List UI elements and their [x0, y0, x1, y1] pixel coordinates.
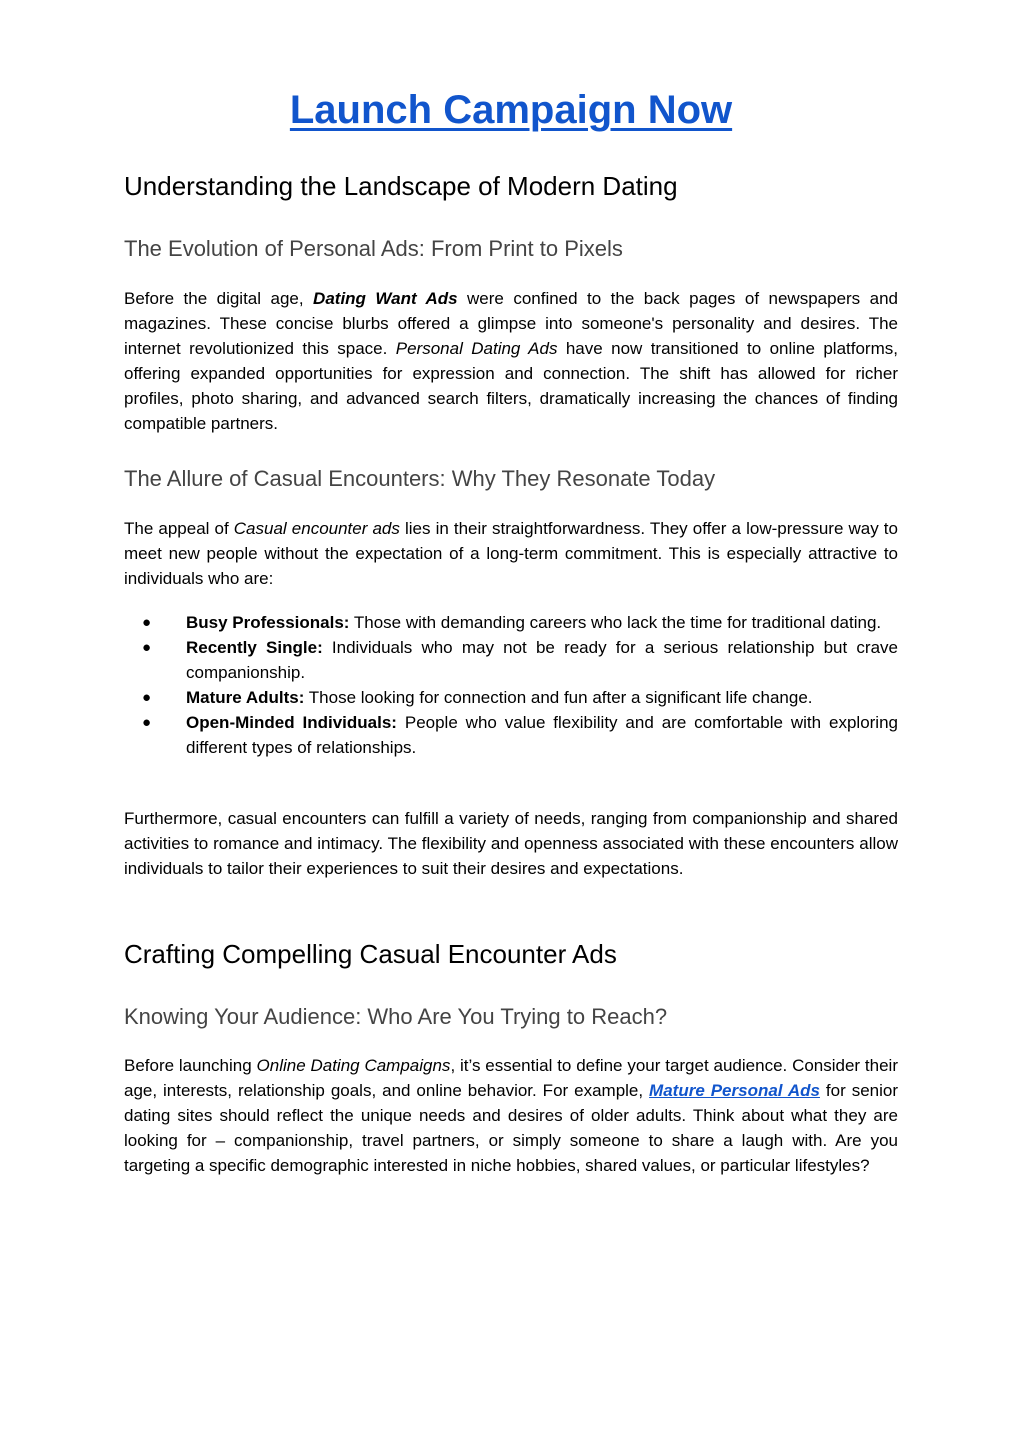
subheading-allure: The Allure of Casual Encounters: Why They Resonate Today	[124, 466, 716, 491]
bullet-text: Individuals who may not be ready for a serious relationship but crave companionship.	[186, 638, 898, 682]
launch-campaign-link[interactable]: Launch Campaign Now	[289, 88, 733, 132]
bullet-label: Open-Minded Individuals:	[186, 713, 397, 732]
paragraph-furthermore: Furthermore, casual encounters can fulfill a variety of needs, ranging from companionship and shared activities to romance and intimacy. The flexibility and openness associated with these encounters allow individuals to tailor their experiences to suit their desires and expectations.	[124, 809, 898, 878]
text-run: for senior dating sites should reflect the unique needs and desires of older adults. Think about what they are looking for – companionship, travel partners, or simply someone to share a laugh with. Are you targeting a specific demographic interested in niche hobbies, shared values, or particular lifestyles?	[124, 1081, 898, 1175]
bullet-label: Recently Single:	[186, 638, 323, 657]
page-title	[124, 84, 898, 136]
list-item	[124, 610, 898, 635]
emphasis-casual-encounter-ads: Casual encounter ads	[233, 519, 400, 538]
bullet-icon: ●	[142, 714, 152, 731]
bullet-text: Those with demanding careers who lack the time for traditional dating.	[349, 613, 882, 632]
audience-bullet-list	[124, 610, 898, 760]
list-item	[124, 710, 898, 760]
text-run: were confined to the back pages of newspapers and magazines. These concise blurbs offered a glimpse into someone's personality and desires. The internet revolutionized this space.	[124, 289, 898, 358]
bullet-icon: ●	[142, 639, 152, 656]
text-run: have now transitioned to online platforms, offering expanded opportunities for expression and connection. The shift has allowed for richer profiles, photo sharing, and advanced search filters, dramatically increasing the chances of finding compatible partners.	[124, 339, 898, 433]
section-heading-landscape: Understanding the Landscape of Modern Dating	[124, 171, 678, 201]
text-run: , it’s essential to define your target audience. Consider their age, interests, relationship goals, and online behavior. For example,	[124, 1056, 898, 1100]
subheading-evolution: The Evolution of Personal Ads: From Print to Pixels	[124, 236, 623, 261]
mature-personal-ads-link[interactable]: Mature Personal Ads	[649, 1081, 820, 1100]
text-run: The appeal of	[124, 519, 234, 538]
bullet-text: Those looking for connection and fun after a significant life change.	[304, 688, 813, 707]
paragraph-evolution	[124, 286, 898, 436]
bullet-label: Mature Adults:	[186, 688, 305, 707]
list-item	[124, 635, 898, 685]
emphasis-personal-dating-ads: Personal Dating Ads	[395, 339, 558, 358]
subheading-knowing-audience: Knowing Your Audience: Who Are You Trying to Reach?	[124, 1004, 668, 1029]
bullet-icon: ●	[142, 689, 152, 706]
bullet-icon: ●	[142, 614, 152, 631]
paragraph-allure	[124, 516, 898, 591]
text-run: lies in their straightforwardness. They offer a low-pressure way to meet new people without the expectation of a long-term commitment. This is especially attractive to individuals who are:	[124, 519, 898, 588]
emphasis-online-dating-campaigns: Online Dating Campaigns	[256, 1056, 451, 1075]
section-heading-crafting: Crafting Compelling Casual Encounter Ads	[124, 939, 617, 969]
emphasis-dating-want-ads: Dating Want Ads	[313, 289, 458, 308]
paragraph-knowing-audience	[124, 1053, 898, 1178]
list-item	[124, 685, 898, 710]
bullet-text: People who value flexibility and are comfortable with exploring different types of relationships.	[186, 713, 898, 757]
bullet-label: Busy Professionals:	[186, 613, 350, 632]
text-run: Before the digital age,	[124, 289, 314, 308]
text-run: Before launching	[124, 1056, 257, 1075]
